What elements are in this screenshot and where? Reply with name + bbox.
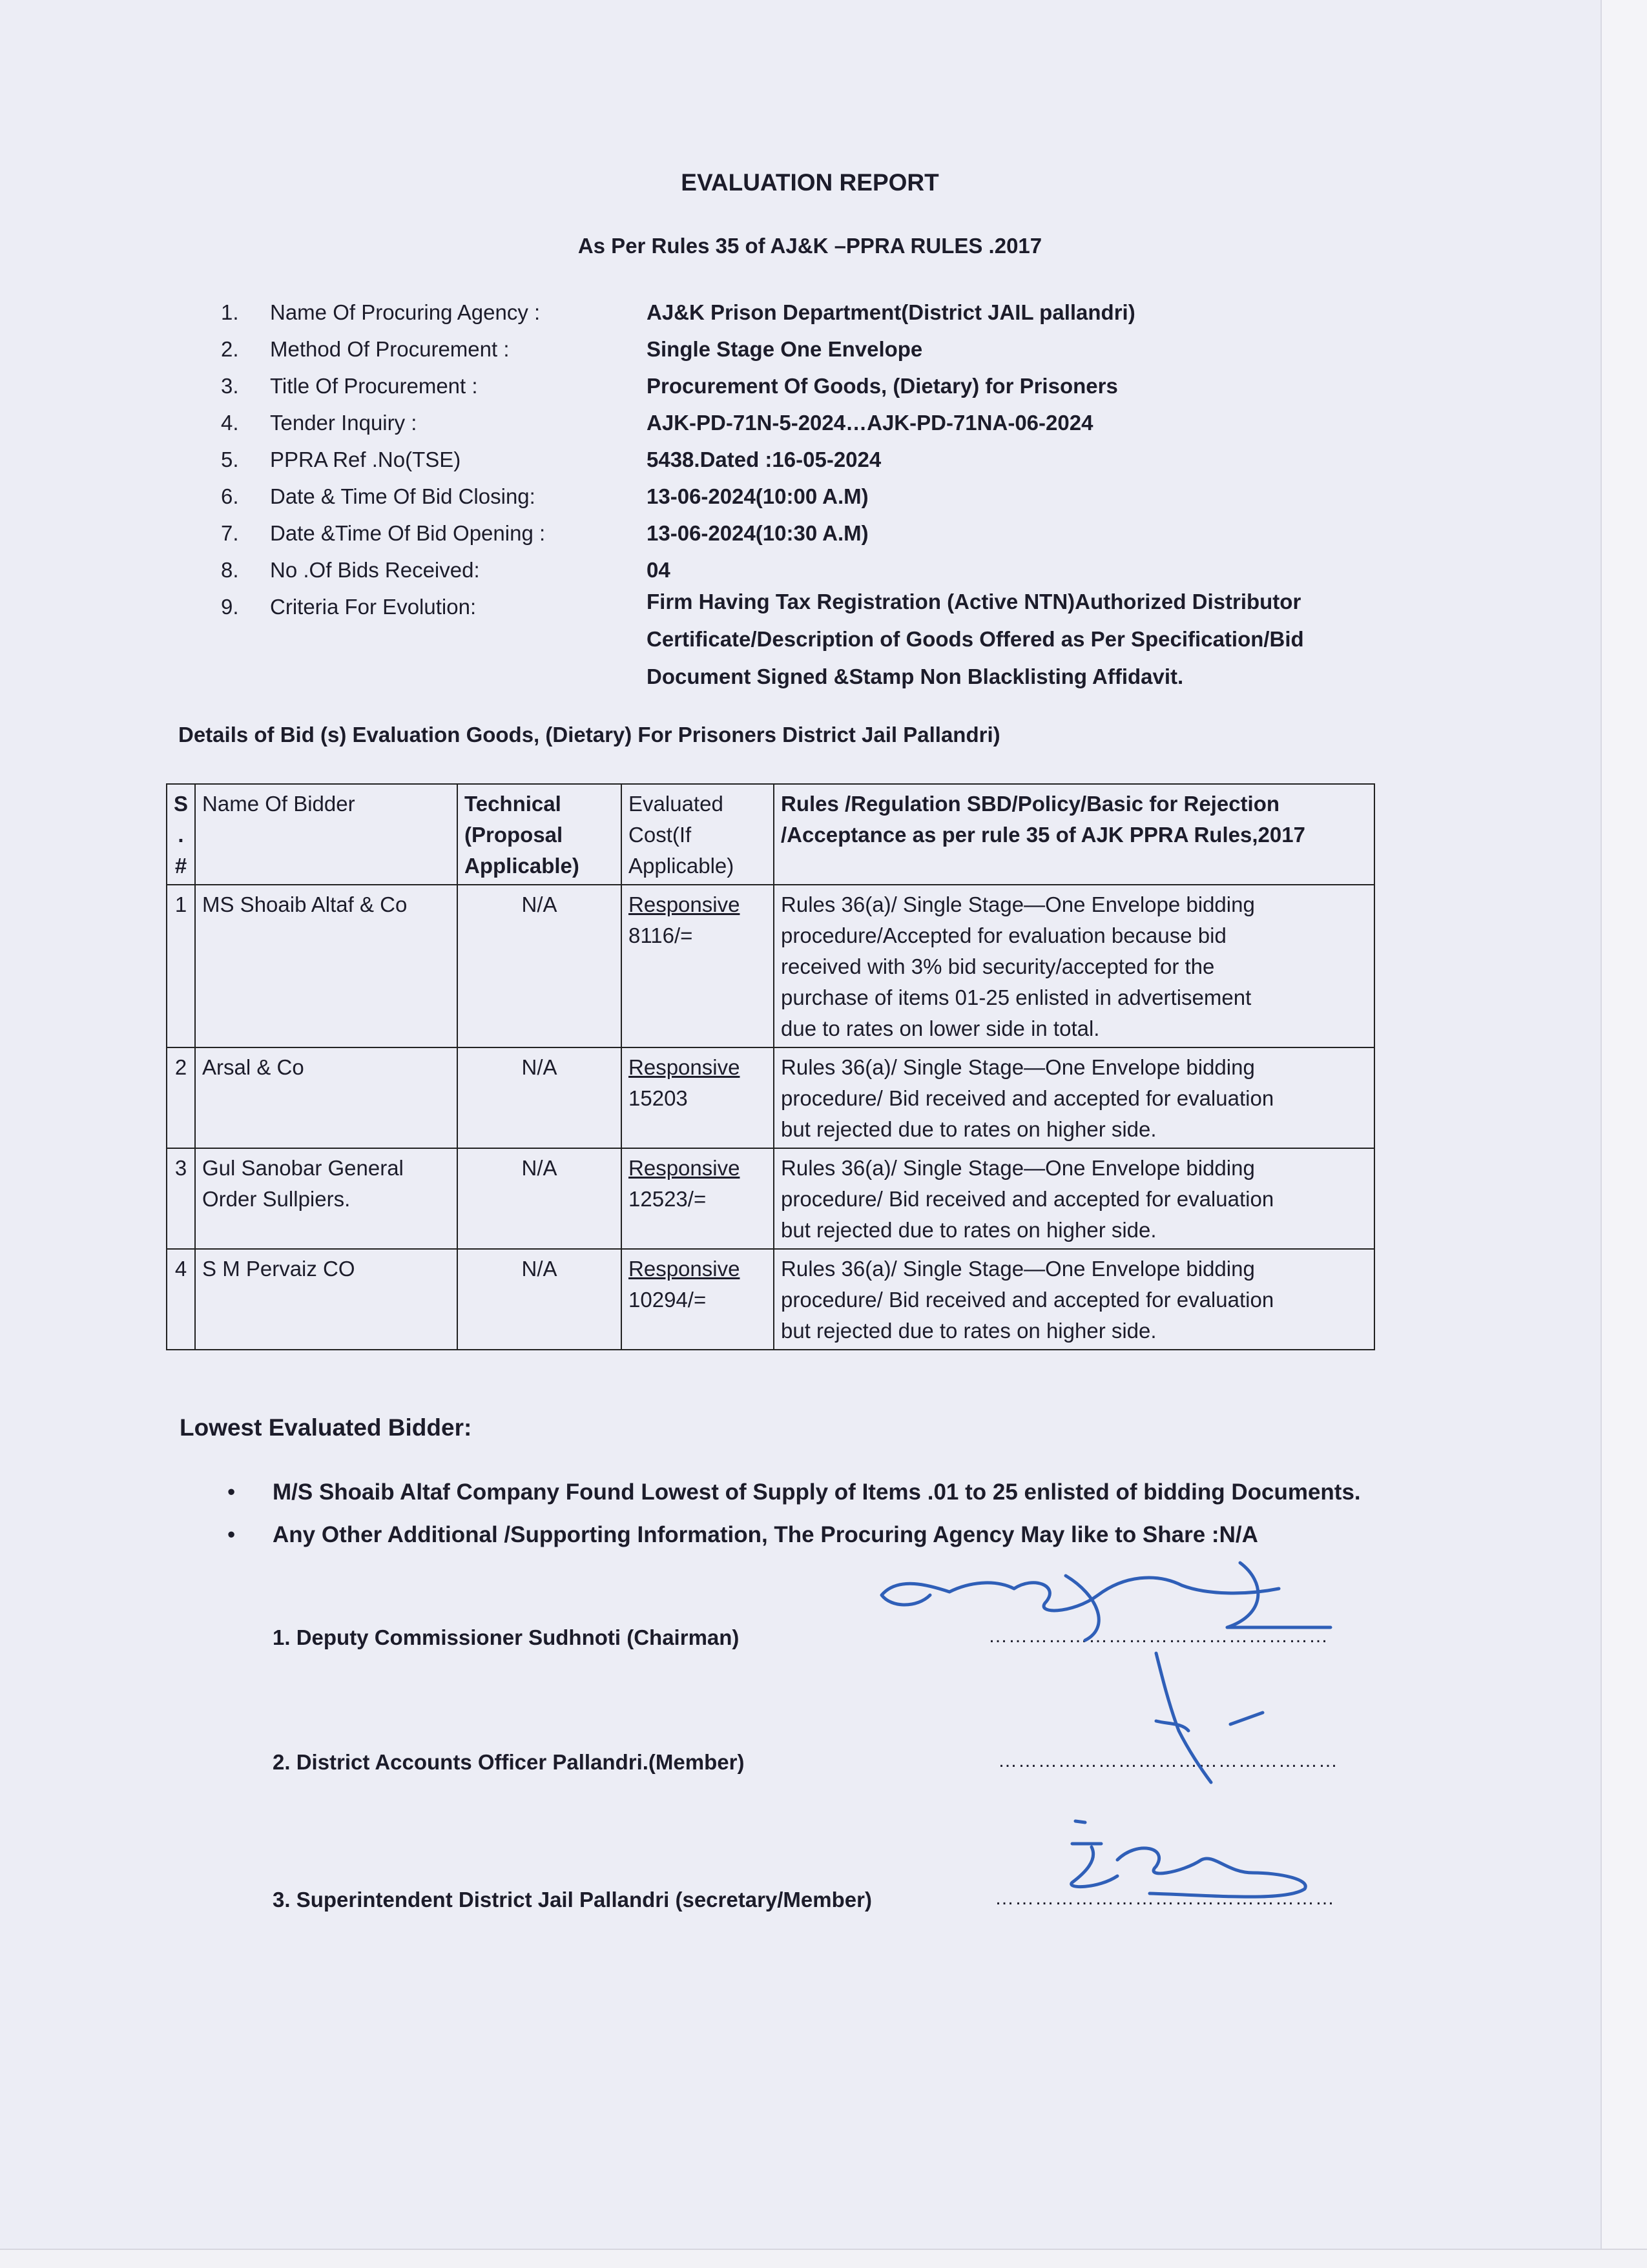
cost-value: 10294/= — [628, 1288, 707, 1312]
cell-technical: N/A — [457, 1047, 621, 1148]
info-number: 9. — [221, 595, 239, 619]
header-line: Applicable) — [464, 854, 579, 878]
report-title: EVALUATION REPORT — [681, 169, 939, 196]
rule-line: Rules 36(a)/ Single Stage—One Envelope bidding — [781, 1156, 1255, 1180]
report-subtitle: As Per Rules 35 of AJ&K –PPRA RULES .2017 — [577, 234, 1042, 258]
info-label: Date &Time Of Bid Opening : — [270, 521, 546, 545]
rule-line: Rules 36(a)/ Single Stage—One Envelope bidding — [781, 1257, 1255, 1281]
header-line: Applicable) — [628, 854, 734, 878]
rule-line: purchase of items 01-25 enlisted in advertisement — [781, 985, 1252, 1009]
info-number: 8. — [221, 557, 239, 582]
info-number: 1. — [221, 300, 239, 324]
bidder-name-line: MS Shoaib Altaf & Co — [202, 892, 408, 916]
info-value: 13-06-2024(10:00 A.M) — [647, 484, 869, 508]
bullet-text: M/S Shoaib Altaf Company Found Lowest of Supply of Items .01 to 25 enlisted of bidding Documents. — [273, 1479, 1361, 1505]
bullet-icon: • — [227, 1522, 236, 1547]
info-number: 3. — [221, 373, 239, 398]
criteria-line: Certificate/Description of Goods Offered as Per Specification/Bid — [647, 627, 1304, 651]
cost-value: 8116/= — [628, 923, 693, 947]
bidder-name-line: S M Pervaiz CO — [202, 1257, 355, 1281]
status-responsive: Responsive — [628, 1156, 740, 1180]
header-line: Evaluated — [628, 792, 723, 816]
signature-line: …………………………………………… — [995, 1888, 1335, 1909]
signatory-superintendent: 3. Superintendent District Jail Pallandri (secretary/Member) — [273, 1888, 872, 1912]
info-label: PPRA Ref .No(TSE) — [270, 447, 461, 471]
info-value: AJ&K Prison Department(District JAIL pallandri) — [647, 300, 1135, 324]
signature-chairman-icon — [882, 1563, 1331, 1640]
bullet-text: Any Other Additional /Supporting Information, The Procuring Agency May like to Share :N/A — [273, 1522, 1258, 1547]
info-value: 04 — [647, 557, 670, 582]
info-label: Title Of Procurement : — [270, 373, 478, 398]
cell-sn: 3 — [167, 1148, 195, 1249]
bullet-icon: • — [227, 1479, 236, 1505]
header-sn-line: # — [174, 854, 187, 878]
cell-technical: N/A — [457, 1148, 621, 1249]
rule-line: procedure/ Bid received and accepted for evaluation — [781, 1187, 1274, 1211]
info-number: 2. — [221, 336, 239, 361]
info-label: Tender Inquiry : — [270, 410, 417, 435]
signature-accounts-officer-icon — [1156, 1653, 1263, 1782]
header-sn-line: S — [174, 792, 189, 816]
bidder-name-line: Order Sullpiers. — [202, 1187, 351, 1211]
status-responsive: Responsive — [628, 1055, 740, 1079]
header-line: Technical — [464, 792, 561, 816]
info-label: No .Of Bids Received: — [270, 557, 480, 582]
rule-line: procedure/Accepted for evaluation because bid — [781, 923, 1227, 947]
rule-line: received with 3% bid security/accepted for the — [781, 954, 1215, 978]
bidder-name-line: Gul Sanobar General — [202, 1156, 404, 1180]
header-sn-line: . — [178, 823, 184, 847]
signature-line: …………………………………………… — [998, 1750, 1338, 1771]
cell-sn: 1 — [167, 885, 195, 1047]
rule-line: procedure/ Bid received and accepted for evaluation — [781, 1086, 1274, 1110]
info-number: 4. — [221, 410, 239, 435]
info-label: Name Of Procuring Agency : — [270, 300, 541, 324]
header-line: Cost(If — [628, 823, 692, 847]
criteria-line: Firm Having Tax Registration (Active NTN)Authorized Distributor — [647, 590, 1301, 613]
cell-sn: 4 — [167, 1249, 195, 1350]
bidder-name-line: Arsal & Co — [202, 1055, 304, 1079]
signature-superintendent-icon — [1072, 1821, 1306, 1897]
header-line: /Acceptance as per rule 35 of AJK PPRA Rules,2017 — [781, 823, 1305, 847]
rule-line: due to rates on lower side in total. — [781, 1016, 1100, 1040]
signatory-chairman: 1. Deputy Commissioner Sudhnoti (Chairman) — [273, 1625, 740, 1649]
info-number: 7. — [221, 521, 239, 545]
signature-line: …………………………………………… — [988, 1625, 1329, 1647]
header-line: Rules /Regulation SBD/Policy/Basic for Rejection — [781, 792, 1280, 816]
cost-value: 12523/= — [628, 1187, 707, 1211]
criteria-line: Document Signed &Stamp Non Blacklisting Affidavit. — [647, 665, 1184, 688]
rule-line: procedure/ Bid received and accepted for evaluation — [781, 1288, 1274, 1312]
details-heading: Details of Bid (s) Evaluation Goods, (Dietary) For Prisoners District Jail Pallandri) — [178, 723, 1000, 747]
rule-line: Rules 36(a)/ Single Stage—One Envelope bidding — [781, 892, 1255, 916]
info-value: AJK-PD-71N-5-2024…AJK-PD-71NA-06-2024 — [647, 410, 1093, 435]
cell-sn: 2 — [167, 1047, 195, 1148]
rule-line: but rejected due to rates on higher side. — [781, 1319, 1157, 1343]
header-bidder-name: Name Of Bidder — [195, 784, 457, 885]
rule-line: but rejected due to rates on higher side. — [781, 1117, 1157, 1141]
cell-technical: N/A — [457, 885, 621, 1047]
status-responsive: Responsive — [628, 892, 740, 916]
info-value: Single Stage One Envelope — [647, 336, 923, 361]
cost-value: 15203 — [628, 1086, 688, 1110]
header-line: (Proposal — [464, 823, 563, 847]
info-number: 5. — [221, 447, 239, 471]
info-value: 5438.Dated :16-05-2024 — [647, 447, 882, 471]
info-label: Criteria For Evolution: — [270, 595, 477, 619]
info-label: Date & Time Of Bid Closing: — [270, 484, 535, 508]
rule-line: but rejected due to rates on higher side. — [781, 1218, 1157, 1242]
info-number: 6. — [221, 484, 239, 508]
lowest-bidder-heading: Lowest Evaluated Bidder: — [180, 1414, 472, 1441]
status-responsive: Responsive — [628, 1257, 740, 1281]
info-value: 13-06-2024(10:30 A.M) — [647, 521, 869, 545]
signatory-accounts-officer: 2. District Accounts Officer Pallandri.(Member) — [273, 1750, 745, 1774]
rule-line: Rules 36(a)/ Single Stage—One Envelope bidding — [781, 1055, 1255, 1079]
info-label: Method Of Procurement : — [270, 336, 510, 361]
cell-technical: N/A — [457, 1249, 621, 1350]
info-value: Procurement Of Goods, (Dietary) for Prisoners — [647, 373, 1118, 398]
